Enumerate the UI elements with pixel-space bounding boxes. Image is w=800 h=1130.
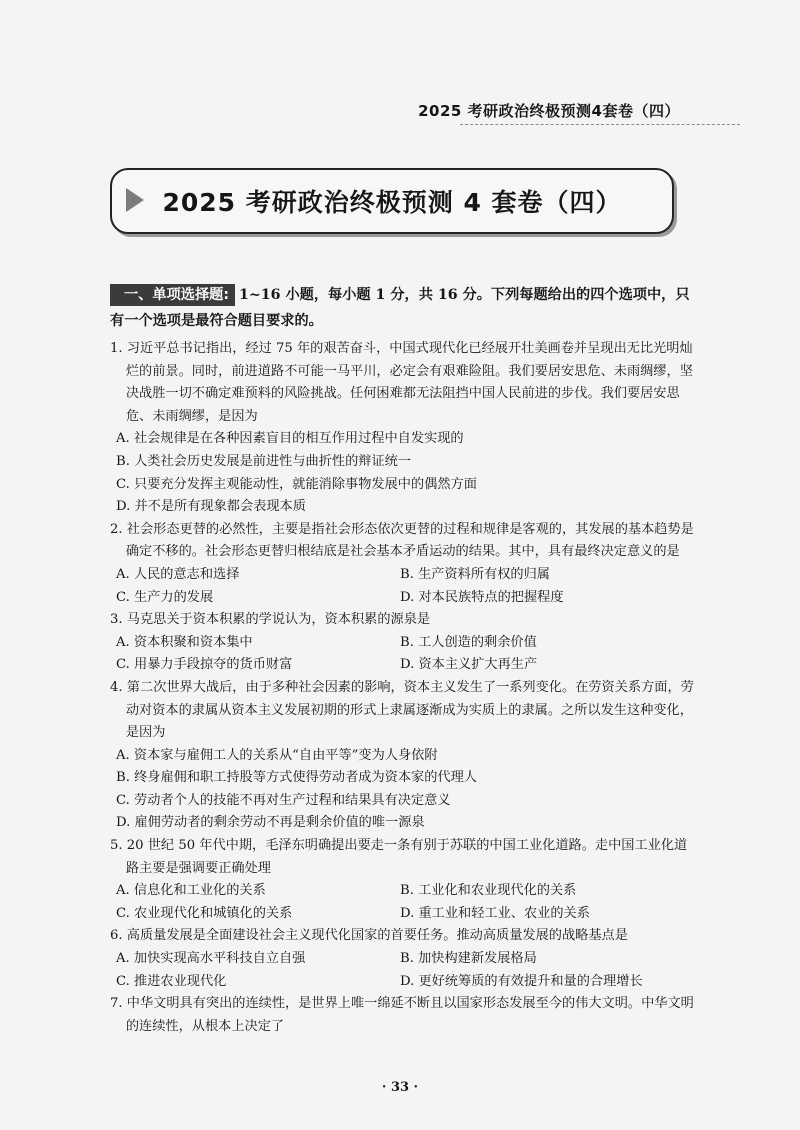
option-b: B. 工业化和农业现代化的关系 bbox=[400, 883, 577, 899]
page-title: 2025 考研政治终极预测 4 套卷（四） bbox=[162, 188, 622, 217]
question-2 bbox=[110, 519, 698, 609]
option-d: D. 对本民族特点的把握程度 bbox=[400, 589, 564, 605]
option-c: C. 只要充分发挥主观能动性，就能消除事物发展中的偶然方面 bbox=[116, 476, 477, 492]
question-stem: 6. 高质量发展是全面建设社会主义现代化国家的首要任务。推动高质量发展的战略基点是 bbox=[110, 928, 628, 944]
page-number: · 33 · bbox=[381, 1080, 419, 1095]
question-stem: 4. 第二次世界大战后，由于多种社会因素的影响，资本主义发生了一系列变化。在劳资关系方面，劳动对资本的隶属从资本主义发展初期的形式上隶属逐渐成为实质上的隶属。之所以发生这种变化，是因为 bbox=[110, 679, 694, 741]
option-b: B. 人类社会历史发展是前进性与曲折性的辩证统一 bbox=[116, 453, 412, 469]
question-content bbox=[110, 282, 698, 1038]
option-a: A. 资本家与雇佣工人的关系从“自由平等”变为人身依附 bbox=[116, 747, 438, 763]
option-a: A. 人民的意志和选择 bbox=[116, 566, 240, 582]
section-intro bbox=[110, 282, 698, 334]
option-a: A. 加快实现高水平科技自立自强 bbox=[116, 951, 306, 967]
header-divider bbox=[460, 124, 740, 125]
question-6 bbox=[110, 925, 698, 993]
option-d: D. 并不是所有现象都会表现本质 bbox=[116, 499, 306, 515]
section-label: 一、单项选择题: bbox=[110, 284, 235, 306]
option-c: C. 用暴力手段掠夺的货币财富 bbox=[116, 657, 293, 673]
question-4 bbox=[110, 677, 698, 835]
question-stem: 2. 社会形态更替的必然性，主要是指社会形态依次更替的过程和规律是客观的，其发展的基本趋势是确定不移的。社会形态更替归根结底是社会基本矛盾运动的结果。其中，具有最终决定意义的是 bbox=[110, 521, 694, 560]
play-triangle-icon bbox=[126, 188, 144, 212]
option-d: D. 重工业和轻工业、农业的关系 bbox=[400, 905, 590, 921]
option-c: C. 生产力的发展 bbox=[116, 589, 214, 605]
option-b: B. 终身雇佣和职工持股等方式使得劳动者成为资本家的代理人 bbox=[116, 770, 477, 786]
option-a: A. 资本积聚和资本集中 bbox=[116, 634, 253, 650]
question-3 bbox=[110, 609, 698, 677]
option-a: A. 社会规律是在各种因素盲目的相互作用过程中自发实现的 bbox=[116, 431, 464, 447]
option-c: C. 农业现代化和城镇化的关系 bbox=[116, 905, 293, 921]
question-7 bbox=[110, 993, 698, 1038]
option-a: A. 信息化和工业化的关系 bbox=[116, 883, 266, 899]
question-stem: 7. 中华文明具有突出的连续性，是世界上唯一绵延不断且以国家形态发展至今的伟大文明。中华文明的连续性，从根本上决定了 bbox=[110, 996, 694, 1034]
title-banner bbox=[110, 168, 674, 234]
question-1 bbox=[110, 338, 698, 519]
option-b: B. 工人创造的剩余价值 bbox=[400, 634, 537, 650]
question-stem: 5. 20 世纪 50 年代中期，毛泽东明确提出要走一条有别于苏联的中国工业化道路。走中国工业化道路主要是强调要正确处理 bbox=[110, 838, 688, 876]
question-5 bbox=[110, 835, 698, 925]
running-header: 2025 考研政治终极预测4套卷（四） bbox=[418, 102, 680, 120]
section-instruction: 1~16 小题，每小题 1 分，共 16 分。下列每题给出的四个选项中，只有一个选项是最符合题目要求的。 bbox=[110, 287, 690, 329]
question-stem: 1. 习近平总书记指出，经过 75 年的艰苦奋斗，中国式现代化已经展开壮美画卷并呈现出无比光明灿烂的前景。同时，前进道路不可能一马平川，必定会有艰难险阻。我们要居安思危、未雨绸缪，坚决战胜一切不确定难预料的风险挑战。任何困难都无法阻挡中国人民前进的步伐。我们要居安思危、未雨绸缪，是因为 bbox=[110, 341, 693, 424]
option-d: D. 雇佣劳动者的剩余劳动不再是剩余价值的唯一源泉 bbox=[116, 815, 425, 831]
option-d: D. 资本主义扩大再生产 bbox=[400, 657, 538, 673]
option-b: B. 加快构建新发展格局 bbox=[400, 951, 537, 967]
option-c: C. 劳动者个人的技能不再对生产过程和结果具有决定意义 bbox=[116, 792, 451, 808]
option-d: D. 更好统筹质的有效提升和量的合理增长 bbox=[400, 973, 643, 989]
option-c: C. 推进农业现代化 bbox=[116, 973, 227, 989]
question-stem: 3. 马克思关于资本积累的学说认为，资本积累的源泉是 bbox=[110, 612, 431, 628]
option-b: B. 生产资料所有权的归属 bbox=[400, 566, 550, 582]
